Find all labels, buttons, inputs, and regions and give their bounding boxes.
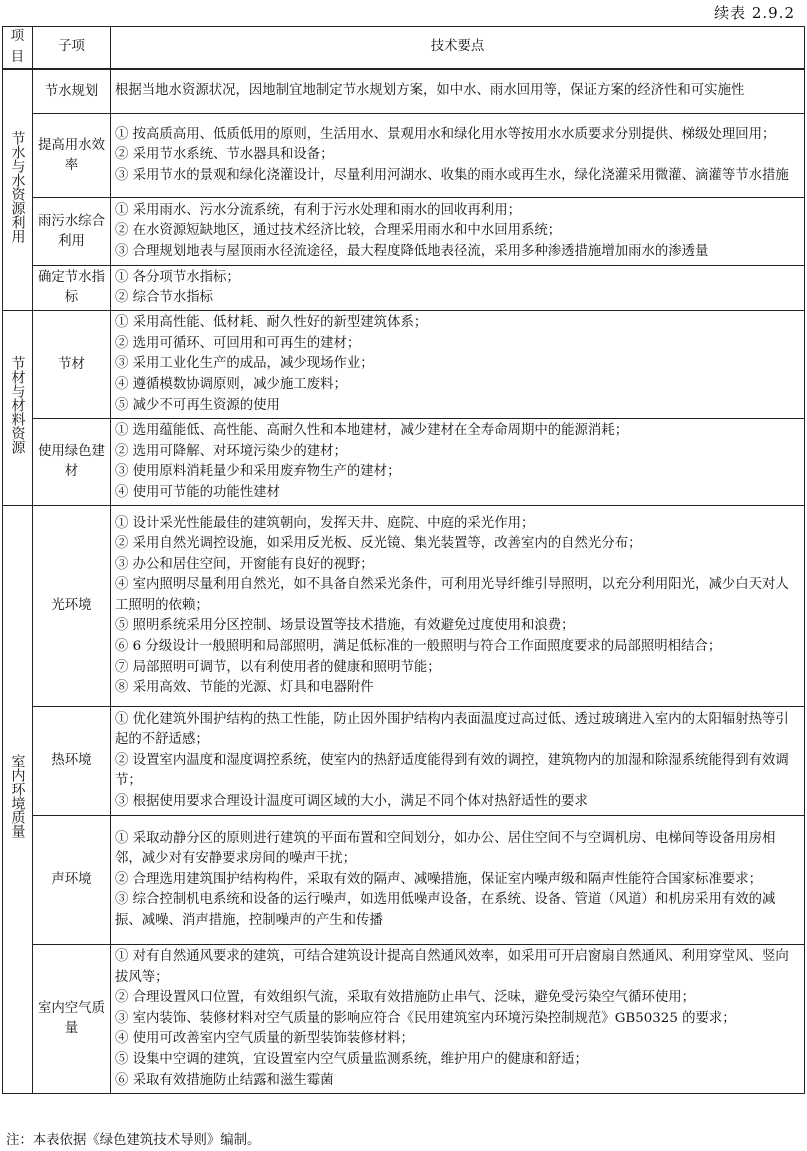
point-item: ② 设置室内温度和湿度调控系统，使室内的热舒适度能得到有效的调控，建筑物内的加湿和除湿系统能得到有效调节；	[115, 752, 789, 789]
point-item: ⑥ 采取有效措施防止结露和滋生霉菌	[115, 1072, 334, 1088]
subitem-cell: 雨污水综合利用	[33, 198, 111, 266]
points-cell	[111, 945, 805, 1094]
point-item: 根据当地水资源状况，因地制宜地制定节水规划方案，如中水、雨水回用等，保证方案的经济性和可实施性	[115, 83, 745, 99]
points-cell	[111, 266, 805, 311]
subitem-cell: 热环境	[33, 707, 111, 816]
subitem-cell: 节水规划	[33, 69, 111, 114]
point-item: ③ 使用原料消耗量少和采用废弃物生产的建材；	[115, 464, 401, 480]
point-item: ① 各分项节水指标；	[115, 269, 240, 285]
subitem-cell: 光环境	[33, 506, 111, 707]
point-item: ② 合理选用建筑围护结构构件，采取有效的隔声、减噪措施，保证室内噪声级和隔声性能符合国家标准要求；	[115, 871, 763, 887]
category-cell	[3, 506, 33, 1094]
point-item: ④ 使用可改善室内空气质量的新型装饰装修材料；	[115, 1031, 414, 1047]
point-item: ③ 根据使用要求合理设计温度可调区域的大小，满足不同个体对热舒适性的要求	[115, 794, 588, 810]
header-points: 技术要点	[111, 27, 805, 70]
table-row	[3, 198, 805, 266]
points-cell	[111, 419, 805, 506]
category-cell	[3, 69, 33, 311]
point-item: ① 采取动静分区的原则进行建筑的平面布置和空间划分，如办公、居住空间不与空调机房、电梯间等设备用房相邻，减少对有安静要求房间的噪声干扰；	[115, 830, 776, 867]
points-cell	[111, 707, 805, 816]
table-row	[3, 266, 805, 311]
point-item: ⑦ 局部照明可调节，以有利使用者的健康和照明节能；	[115, 659, 441, 675]
point-item: ① 对有自然通风要求的建筑，可结合建筑设计提高自然通风效率，如采用可开启窗扇自然通风、利用穿堂风、竖向拔风等；	[115, 949, 789, 985]
category-cell	[3, 311, 33, 506]
subitem-cell: 确定节水指标	[33, 266, 111, 311]
table-row	[3, 506, 805, 707]
point-item: ① 采用高性能、低材耗、耐久性好的新型建筑体系；	[115, 315, 428, 331]
point-item: ⑧ 采用高效、节能的光源、灯具和电器附件	[115, 680, 374, 696]
point-item: ③ 办公和居住空间，开窗能有良好的视野；	[115, 556, 374, 572]
point-item: ③ 采用节水的景观和绿化浇灌设计，尽量利用河湖水、收集的雨水或再生水，绿化浇灌采用微灌、滴灌等节水措施	[115, 167, 789, 183]
header-category: 项目	[3, 27, 33, 70]
points-cell	[111, 114, 805, 198]
point-item: ③ 综合控制机电系统和设备的运行噪声，如选用低噪声设备，在系统、设备、管道（风道）和机房采用有效的减振、减噪、消声措施，控制噪声的产生和传播	[115, 892, 776, 929]
point-item: ③ 室内装饰、装修材料对空气质量的影响应符合《民用建筑室内环境污染控制规范》GB50325 的要求；	[115, 1010, 736, 1026]
point-item: ① 设计采光性能最佳的建筑朝向，发挥天井、庭院、中庭的采光作用；	[115, 515, 535, 531]
point-item: ① 按高质高用、低质低用的原则，生活用水、景观用水和绿化用水等按用水水质要求分别提供、梯级处理回用；	[115, 126, 776, 142]
point-item: ② 合理设置风口位置，有效组织气流，采取有效措施防止串气、泛味，避免受污染空气循环使用；	[115, 990, 696, 1006]
point-item: ⑤ 设集中空调的建筑，宜设置室内空气质量监测系统，维护用户的健康和舒适；	[115, 1052, 588, 1068]
category-label: 室内环境质量	[9, 754, 26, 839]
table-footnote: 注：本表依据《绿色建筑技术导则》编制。	[6, 1133, 261, 1148]
table-row	[3, 816, 805, 945]
points-cell	[111, 69, 805, 114]
header-subitem: 子项	[33, 27, 111, 70]
subitem-cell: 提高用水效率	[33, 114, 111, 198]
point-item: ② 在水资源短缺地区，通过技术经济比较，合理采用雨水和中水回用系统；	[115, 223, 562, 239]
points-cell	[111, 311, 805, 419]
table-row	[3, 69, 805, 114]
point-item: ④ 室内照明尽量利用自然光，如不具备自然采光条件，可利用光导纤维引导照明，以充分利用阳光，减少白天对人工照明的依赖；	[115, 577, 789, 613]
points-cell	[111, 816, 805, 945]
table-row	[3, 707, 805, 816]
category-label: 节水与水资源利用	[9, 130, 26, 243]
point-item: ② 综合节水指标	[115, 290, 213, 306]
point-item: ③ 采用工业化生产的成品，减少现场作业；	[115, 356, 374, 372]
point-item: ② 采用节水系统、节水器具和设备；	[115, 147, 334, 163]
subitem-cell: 声环境	[33, 816, 111, 945]
subitem-cell: 使用绿色建材	[33, 419, 111, 506]
subitem-cell: 室内空气质量	[33, 945, 111, 1094]
point-item: ① 优化建筑外围护结构的热工性能，防止因外围护结构内表面温度过高过低、透过玻璃进入室内的太阳辐射热等引起的不舒适感；	[115, 711, 789, 748]
points-cell	[111, 506, 805, 707]
point-item: ⑤ 减少不可再生资源的使用	[115, 397, 280, 413]
point-item: ⑥ 6 分级设计一般照明和局部照明，满足低标准的一般照明与符合工作面照度要求的局部照明相结合；	[115, 639, 722, 655]
technical-points-table	[2, 26, 805, 1094]
table-caption: 续表 2.9.2	[714, 4, 795, 22]
point-item: ① 采用雨水、污水分流系统，有利于污水处理和雨水的回收再利用；	[115, 202, 521, 218]
table-row	[3, 419, 805, 506]
table-row	[3, 311, 805, 419]
subitem-cell: 节材	[33, 311, 111, 419]
point-item: ③ 合理规划地表与屋顶雨水径流途径，最大程度降低地表径流，采用多种渗透措施增加雨水的渗透量	[115, 243, 709, 259]
point-item: ④ 遵循模数协调原则，减少施工废料；	[115, 376, 347, 392]
point-item: ② 选用可降解、对环境污染少的建材；	[115, 443, 347, 459]
point-item: ① 选用蕴能低、高性能、高耐久性和本地建材，减少建材在全寿命周期中的能源消耗；	[115, 423, 629, 438]
category-label: 节材与材料资源	[9, 355, 26, 454]
table-header-row	[3, 27, 805, 70]
point-item: ② 选用可循环、可回用和可再生的建材；	[115, 335, 361, 351]
point-item: ② 采用自然光调控设施，如采用反光板、反光镜、集光装置等，改善室内的自然光分布；	[115, 536, 642, 552]
point-item: ④ 使用可节能的功能性建材	[115, 484, 280, 500]
table-row	[3, 114, 805, 198]
points-cell	[111, 198, 805, 266]
point-item: ⑤ 照明系统采用分区控制、场景设置等技术措施，有效避免过度使用和浪费；	[115, 618, 575, 634]
table-row	[3, 945, 805, 1094]
